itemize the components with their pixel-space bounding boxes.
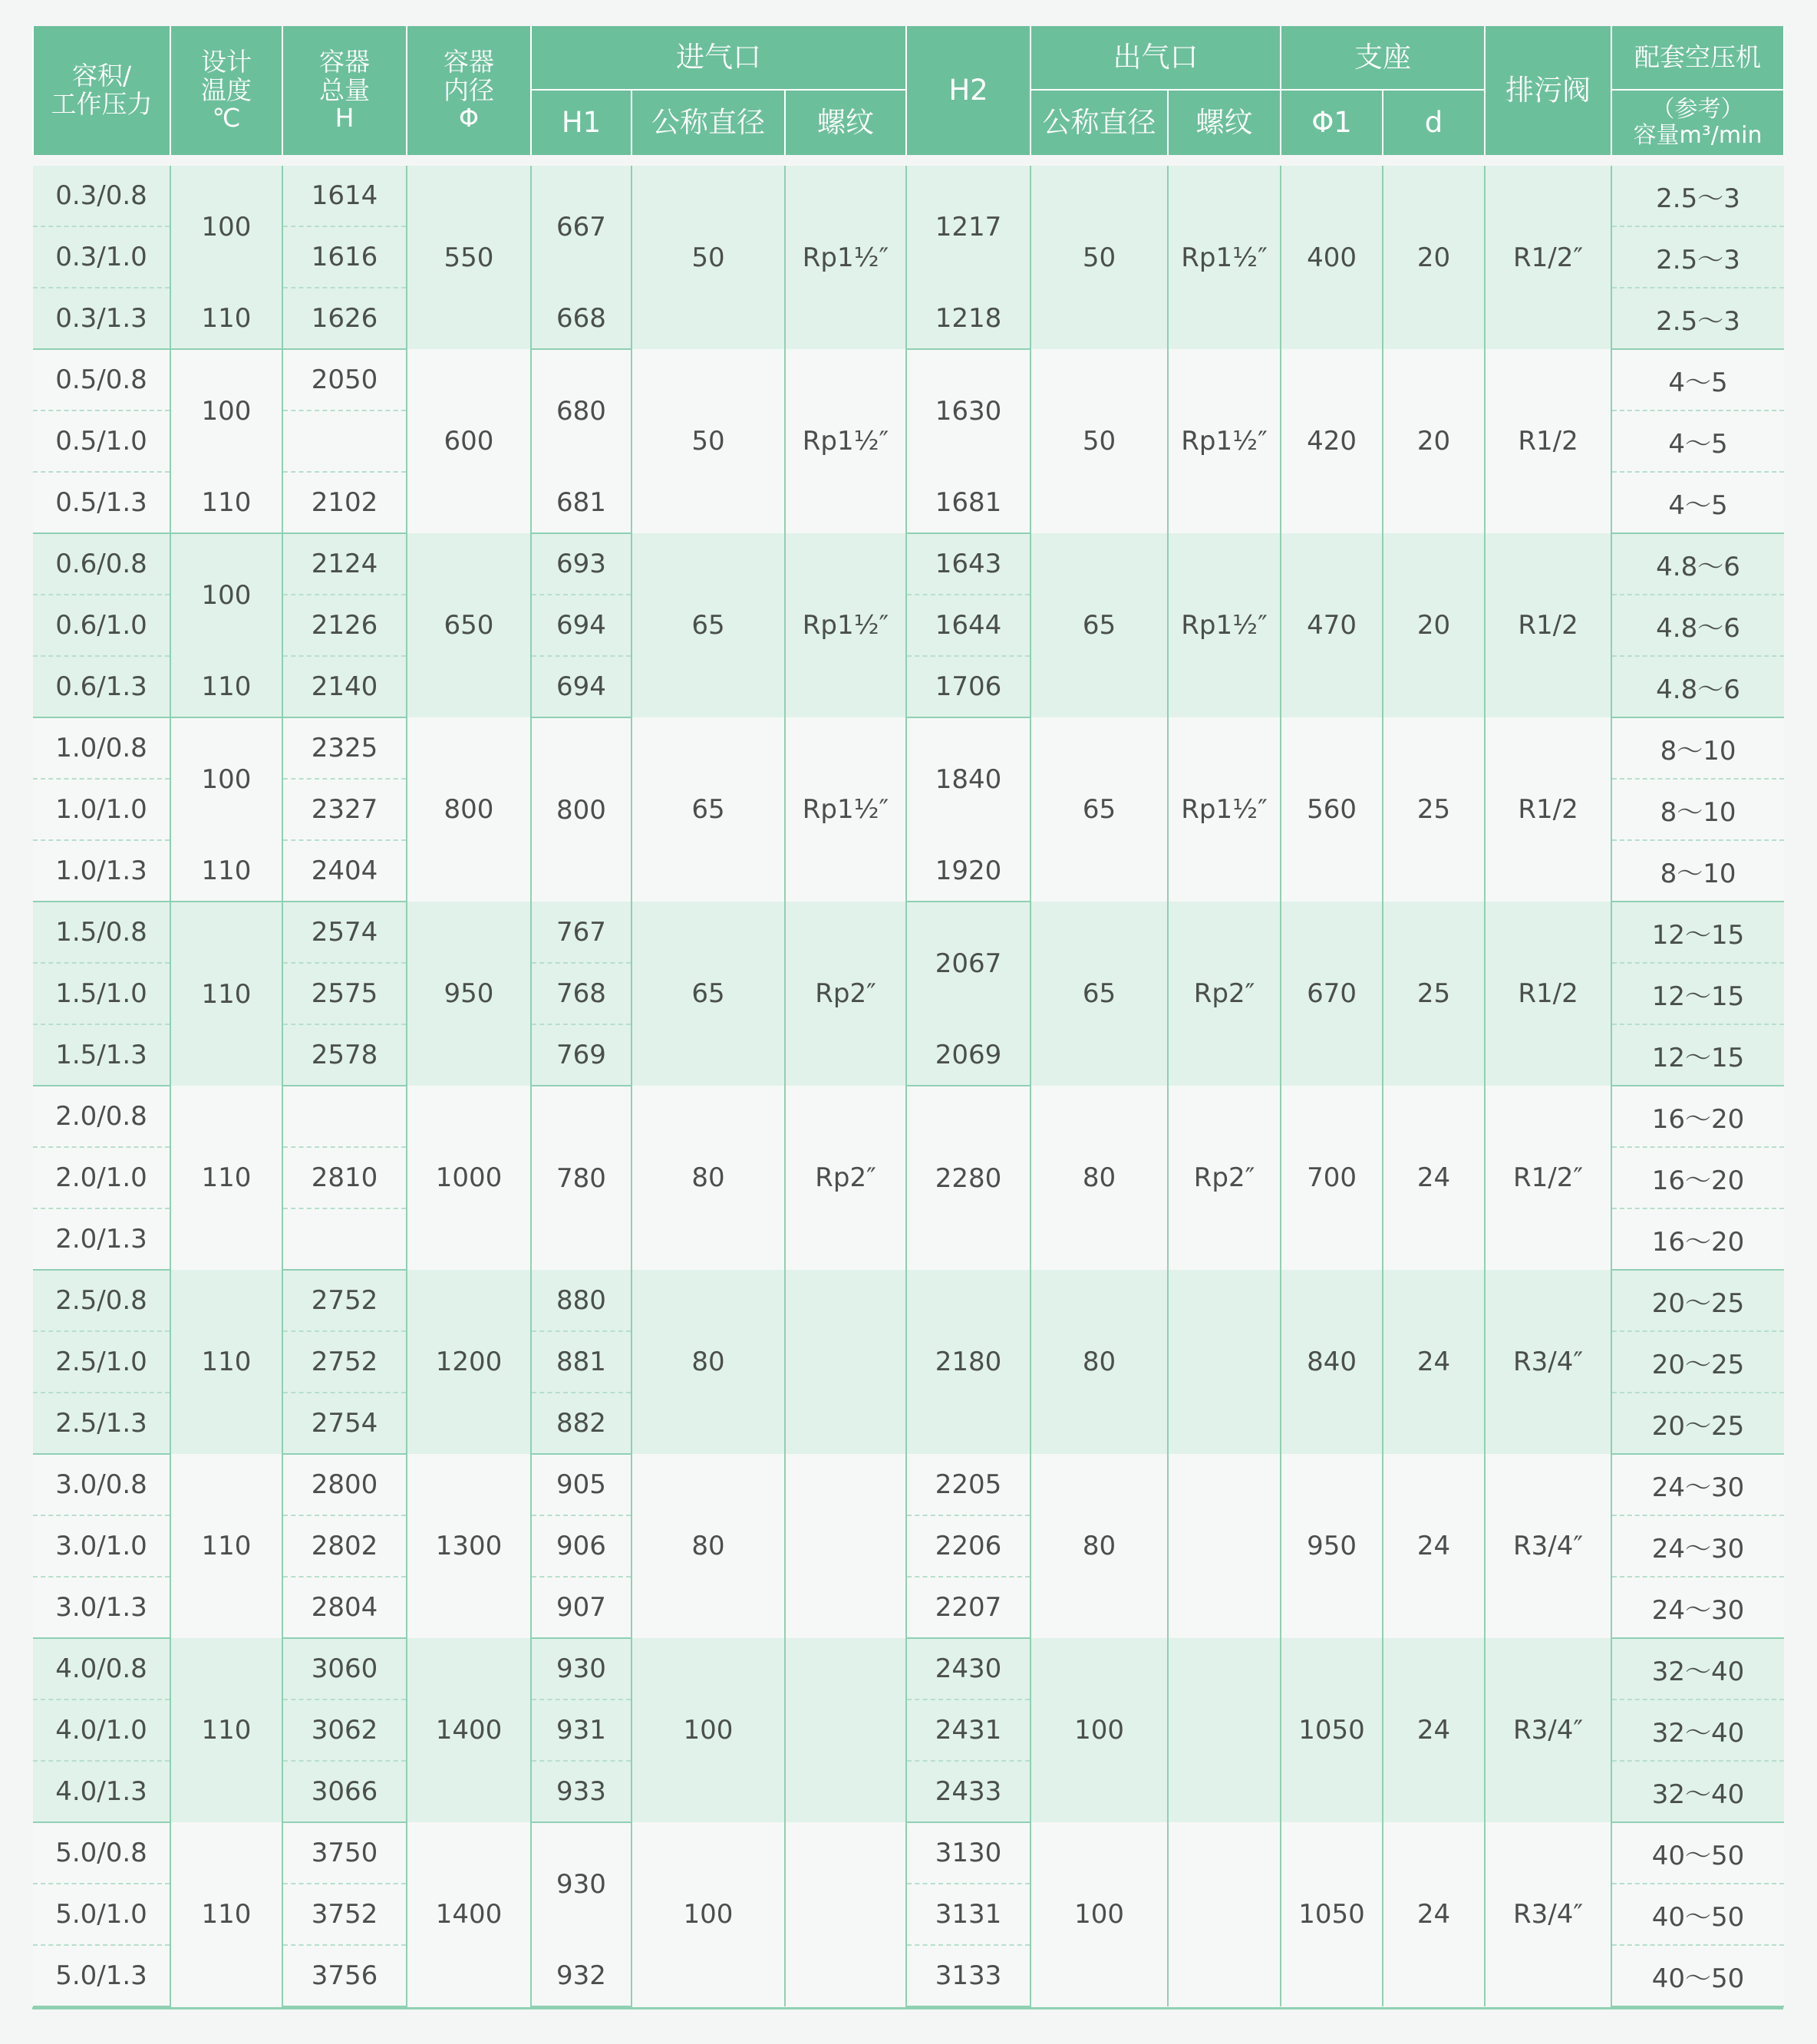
h1-cell: 931	[531, 1699, 631, 1761]
support-phi1-cell: 950	[1281, 1454, 1383, 1638]
inlet-nominal-diameter-cell: 65	[631, 902, 785, 1086]
design-temp-cell: 100	[170, 533, 282, 656]
header-inlet: 进气口	[531, 26, 906, 90]
h1-cell: 932	[531, 1945, 631, 2006]
design-temp-cell: 110	[170, 1454, 282, 1638]
header-phi1: Φ1	[1281, 90, 1383, 155]
support-d-cell: 24	[1383, 1638, 1485, 1822]
inlet-thread-cell: Rp1½″	[785, 349, 906, 533]
drain-valve-cell: R1/2	[1485, 533, 1611, 717]
table-row	[33, 1270, 1784, 1331]
inlet-nominal-diameter-cell: 65	[631, 533, 785, 717]
h1-cell: 767	[531, 902, 631, 963]
h2-cell: 1644	[906, 595, 1031, 656]
total-height-cell: 2754	[282, 1393, 407, 1454]
support-phi1-cell: 420	[1281, 349, 1383, 533]
total-height-cell: 2752	[282, 1270, 407, 1331]
support-phi1-cell: 840	[1281, 1270, 1383, 1454]
h2-cell: 2069	[906, 1024, 1031, 1086]
volume-pressure-cell: 0.6/1.0	[33, 595, 170, 656]
design-temp-cell: 100	[170, 349, 282, 472]
support-d-cell: 20	[1383, 349, 1485, 533]
table-row	[33, 717, 1784, 779]
table-row	[33, 349, 1784, 410]
support-phi1-cell: 470	[1281, 533, 1383, 717]
h1-cell: 933	[531, 1761, 631, 1822]
volume-pressure-cell: 1.5/0.8	[33, 902, 170, 963]
inlet-thread-cell: Rp1½″	[785, 717, 906, 902]
total-height-cell: 2578	[282, 1024, 407, 1086]
total-height-cell: 2804	[282, 1577, 407, 1638]
total-height-cell: 2050	[282, 349, 407, 410]
table-header	[33, 26, 1784, 166]
compressor-capacity-cell: 40～50	[1611, 1822, 1784, 1884]
compressor-capacity-cell: 24～30	[1611, 1454, 1784, 1515]
support-phi1-cell: 400	[1281, 166, 1383, 349]
outlet-nominal-diameter-cell: 65	[1031, 717, 1168, 902]
compressor-capacity-cell: 12～15	[1611, 902, 1784, 963]
inner-diameter-cell: 1400	[407, 1822, 531, 2006]
header-d: d	[1383, 90, 1485, 155]
compressor-capacity-cell: 8～10	[1611, 779, 1784, 840]
design-temp-cell: 110	[170, 1638, 282, 1822]
volume-pressure-cell: 1.5/1.0	[33, 963, 170, 1024]
header-drain-valve: 排污阀	[1485, 26, 1611, 155]
compressor-capacity-cell: 16～20	[1611, 1208, 1784, 1270]
design-temp-cell: 110	[170, 902, 282, 1086]
header-inner-diameter: 容器 内径 Φ	[407, 26, 531, 155]
inner-diameter-cell: 950	[407, 902, 531, 1086]
total-height-cell: 2574	[282, 902, 407, 963]
total-height-cell: 2325	[282, 717, 407, 779]
table-row	[33, 1638, 1784, 1699]
table-row	[33, 1086, 1784, 1147]
design-temp-cell: 110	[170, 1822, 282, 2006]
inlet-thread-cell: Rp1½″	[785, 166, 906, 349]
volume-pressure-cell: 2.5/0.8	[33, 1270, 170, 1331]
outlet-thread-cell	[1168, 1454, 1281, 1638]
h1-cell: 693	[531, 533, 631, 595]
volume-pressure-cell: 1.5/1.3	[33, 1024, 170, 1086]
drain-valve-cell: R3/4″	[1485, 1638, 1611, 1822]
h2-cell: 2207	[906, 1577, 1031, 1638]
compressor-capacity-cell: 4.8～6	[1611, 533, 1784, 595]
h1-cell: 800	[531, 717, 631, 902]
header-h2: H2	[906, 26, 1031, 155]
total-height-cell: 2752	[282, 1331, 407, 1393]
volume-pressure-cell: 4.0/1.3	[33, 1761, 170, 1822]
support-d-cell: 24	[1383, 1270, 1485, 1454]
volume-pressure-cell: 0.5/0.8	[33, 349, 170, 410]
compressor-capacity-cell: 40～50	[1611, 1884, 1784, 1945]
inner-diameter-cell: 650	[407, 533, 531, 717]
compressor-capacity-cell: 40～50	[1611, 1945, 1784, 2006]
h1-cell: 680	[531, 349, 631, 472]
h2-cell: 2431	[906, 1699, 1031, 1761]
outlet-nominal-diameter-cell: 80	[1031, 1086, 1168, 1270]
table-row	[33, 166, 1784, 226]
h2-cell: 1840	[906, 717, 1031, 840]
h2-cell: 2180	[906, 1270, 1031, 1454]
volume-pressure-cell: 1.0/0.8	[33, 717, 170, 779]
compressor-capacity-cell: 4～5	[1611, 349, 1784, 410]
h2-cell: 2280	[906, 1086, 1031, 1270]
total-height-cell	[282, 410, 407, 472]
h2-cell: 1920	[906, 840, 1031, 902]
h1-cell: 694	[531, 595, 631, 656]
header-outlet-thread: 螺纹	[1168, 90, 1281, 155]
h1-cell: 930	[531, 1638, 631, 1699]
total-height-cell: 2404	[282, 840, 407, 902]
volume-pressure-cell: 5.0/1.3	[33, 1945, 170, 2006]
h2-cell: 2430	[906, 1638, 1031, 1699]
h2-cell: 1630	[906, 349, 1031, 472]
design-temp-cell: 110	[170, 288, 282, 349]
total-height-cell: 2800	[282, 1454, 407, 1515]
h2-cell: 2433	[906, 1761, 1031, 1822]
support-phi1-cell: 1050	[1281, 1822, 1383, 2006]
inlet-thread-cell: Rp1½″	[785, 533, 906, 717]
compressor-capacity-cell: 12～15	[1611, 963, 1784, 1024]
drain-valve-cell: R1/2	[1485, 349, 1611, 533]
total-height-cell: 2327	[282, 779, 407, 840]
design-temp-cell: 110	[170, 840, 282, 902]
header-total-height: 容器 总量 H	[282, 26, 407, 155]
header-h1: H1	[531, 90, 631, 155]
drain-valve-cell: R1/2	[1485, 717, 1611, 902]
h1-cell: 880	[531, 1270, 631, 1331]
drain-valve-cell: R1/2″	[1485, 166, 1611, 349]
total-height-cell: 3060	[282, 1638, 407, 1699]
h2-cell: 1706	[906, 656, 1031, 717]
compressor-capacity-cell: 12～15	[1611, 1024, 1784, 1086]
inlet-thread-cell: Rp2″	[785, 1086, 906, 1270]
h1-cell: 668	[531, 288, 631, 349]
outlet-nominal-diameter-cell: 100	[1031, 1638, 1168, 1822]
support-d-cell: 25	[1383, 902, 1485, 1086]
compressor-capacity-cell: 24～30	[1611, 1515, 1784, 1577]
volume-pressure-cell: 2.0/1.3	[33, 1208, 170, 1270]
volume-pressure-cell: 2.0/0.8	[33, 1086, 170, 1147]
volume-pressure-cell: 0.3/1.0	[33, 226, 170, 288]
h1-cell: 905	[531, 1454, 631, 1515]
volume-pressure-cell: 0.3/1.3	[33, 288, 170, 349]
compressor-capacity-cell: 8～10	[1611, 840, 1784, 902]
total-height-cell: 2102	[282, 472, 407, 533]
header-compressor-capacity: （参考） 容量m³/min	[1611, 90, 1784, 155]
inlet-thread-cell	[785, 1454, 906, 1638]
inlet-nominal-diameter-cell: 65	[631, 717, 785, 902]
volume-pressure-cell: 5.0/1.0	[33, 1884, 170, 1945]
inner-diameter-cell: 1400	[407, 1638, 531, 1822]
header-inlet-nominal-diameter: 公称直径	[631, 90, 785, 155]
header-design-temp: 设计 温度 ℃	[170, 26, 282, 155]
compressor-capacity-cell: 20～25	[1611, 1393, 1784, 1454]
design-temp-cell: 110	[170, 1086, 282, 1270]
h1-cell: 694	[531, 656, 631, 717]
drain-valve-cell: R1/2	[1485, 902, 1611, 1086]
inlet-nominal-diameter-cell: 100	[631, 1822, 785, 2006]
drain-valve-cell: R3/4″	[1485, 1454, 1611, 1638]
design-temp-cell: 110	[170, 1270, 282, 1454]
total-height-cell: 1626	[282, 288, 407, 349]
outlet-thread-cell	[1168, 1638, 1281, 1822]
inlet-nominal-diameter-cell: 80	[631, 1086, 785, 1270]
volume-pressure-cell: 2.5/1.3	[33, 1393, 170, 1454]
header-outlet: 出气口	[1031, 26, 1281, 90]
inner-diameter-cell: 550	[407, 166, 531, 349]
total-height-cell: 2810	[282, 1147, 407, 1208]
design-temp-cell: 110	[170, 656, 282, 717]
volume-pressure-cell: 0.5/1.3	[33, 472, 170, 533]
design-temp-cell: 100	[170, 717, 282, 840]
volume-pressure-cell: 3.0/1.3	[33, 1577, 170, 1638]
volume-pressure-cell: 0.3/0.8	[33, 166, 170, 226]
h1-cell: 780	[531, 1086, 631, 1270]
h1-cell: 882	[531, 1393, 631, 1454]
outlet-nominal-diameter-cell: 65	[1031, 902, 1168, 1086]
table-row	[33, 533, 1784, 595]
compressor-capacity-cell: 8～10	[1611, 717, 1784, 779]
total-height-cell: 2124	[282, 533, 407, 595]
support-phi1-cell: 670	[1281, 902, 1383, 1086]
total-height-cell: 1614	[282, 166, 407, 226]
table-row	[33, 902, 1784, 963]
compressor-capacity-cell: 24～30	[1611, 1577, 1784, 1638]
h2-cell: 1218	[906, 288, 1031, 349]
compressor-capacity-cell: 32～40	[1611, 1761, 1784, 1822]
spec-table	[32, 26, 1785, 2007]
table-body	[33, 166, 1784, 2006]
h2-cell: 1217	[906, 166, 1031, 288]
outlet-thread-cell	[1168, 1270, 1281, 1454]
compressor-capacity-cell: 20～25	[1611, 1270, 1784, 1331]
h2-cell: 1643	[906, 533, 1031, 595]
h1-cell: 768	[531, 963, 631, 1024]
inlet-nominal-diameter-cell: 80	[631, 1270, 785, 1454]
h1-cell: 681	[531, 472, 631, 533]
volume-pressure-cell: 0.5/1.0	[33, 410, 170, 472]
h2-cell: 3131	[906, 1884, 1031, 1945]
volume-pressure-cell: 2.0/1.0	[33, 1147, 170, 1208]
total-height-cell: 3066	[282, 1761, 407, 1822]
h1-cell: 907	[531, 1577, 631, 1638]
h2-cell: 3133	[906, 1945, 1031, 2006]
total-height-cell: 2126	[282, 595, 407, 656]
outlet-thread-cell: Rp2″	[1168, 1086, 1281, 1270]
total-height-cell: 3750	[282, 1822, 407, 1884]
volume-pressure-cell: 4.0/1.0	[33, 1699, 170, 1761]
total-height-cell: 3752	[282, 1884, 407, 1945]
inner-diameter-cell: 1000	[407, 1086, 531, 1270]
inlet-nominal-diameter-cell: 50	[631, 166, 785, 349]
inlet-thread-cell	[785, 1638, 906, 1822]
outlet-thread-cell	[1168, 1822, 1281, 2006]
inlet-thread-cell	[785, 1822, 906, 2006]
compressor-capacity-cell: 4～5	[1611, 472, 1784, 533]
support-d-cell: 20	[1383, 533, 1485, 717]
h2-cell: 2067	[906, 902, 1031, 1024]
drain-valve-cell: R3/4″	[1485, 1822, 1611, 2006]
h2-cell: 3130	[906, 1822, 1031, 1884]
inlet-thread-cell: Rp2″	[785, 902, 906, 1086]
compressor-capacity-cell: 20～25	[1611, 1331, 1784, 1393]
compressor-capacity-cell: 2.5～3	[1611, 166, 1784, 226]
compressor-capacity-cell: 4.8～6	[1611, 595, 1784, 656]
table-row	[33, 1822, 1784, 1884]
total-height-cell	[282, 1208, 407, 1270]
h2-cell: 1681	[906, 472, 1031, 533]
h1-cell: 930	[531, 1822, 631, 1945]
outlet-nominal-diameter-cell: 80	[1031, 1454, 1168, 1638]
total-height-cell: 1616	[282, 226, 407, 288]
outlet-thread-cell: Rp1½″	[1168, 349, 1281, 533]
total-height-cell: 3756	[282, 1945, 407, 2006]
support-phi1-cell: 560	[1281, 717, 1383, 902]
outlet-thread-cell: Rp2″	[1168, 902, 1281, 1086]
inner-diameter-cell: 600	[407, 349, 531, 533]
design-temp-cell: 100	[170, 166, 282, 288]
inlet-nominal-diameter-cell: 50	[631, 349, 785, 533]
compressor-capacity-cell: 16～20	[1611, 1147, 1784, 1208]
support-d-cell: 20	[1383, 166, 1485, 349]
outlet-thread-cell: Rp1½″	[1168, 533, 1281, 717]
compressor-capacity-cell: 4.8～6	[1611, 656, 1784, 717]
support-d-cell: 25	[1383, 717, 1485, 902]
volume-pressure-cell: 3.0/0.8	[33, 1454, 170, 1515]
support-phi1-cell: 700	[1281, 1086, 1383, 1270]
spec-sheet	[32, 26, 1783, 1994]
support-d-cell: 24	[1383, 1822, 1485, 2006]
support-d-cell: 24	[1383, 1454, 1485, 1638]
outlet-thread-cell: Rp1½″	[1168, 166, 1281, 349]
volume-pressure-cell: 2.5/1.0	[33, 1331, 170, 1393]
h1-cell: 667	[531, 166, 631, 288]
outlet-thread-cell: Rp1½″	[1168, 717, 1281, 902]
volume-pressure-cell: 5.0/0.8	[33, 1822, 170, 1884]
volume-pressure-cell: 1.0/1.3	[33, 840, 170, 902]
compressor-capacity-cell: 2.5～3	[1611, 226, 1784, 288]
drain-valve-cell: R1/2″	[1485, 1086, 1611, 1270]
total-height-cell: 3062	[282, 1699, 407, 1761]
h1-cell: 881	[531, 1331, 631, 1393]
volume-pressure-cell: 4.0/0.8	[33, 1638, 170, 1699]
outlet-nominal-diameter-cell: 80	[1031, 1270, 1168, 1454]
inlet-nominal-diameter-cell: 100	[631, 1638, 785, 1822]
h2-cell: 2206	[906, 1515, 1031, 1577]
inner-diameter-cell: 1200	[407, 1270, 531, 1454]
header-support: 支座	[1281, 26, 1485, 90]
inlet-nominal-diameter-cell: 80	[631, 1454, 785, 1638]
table-row	[33, 1454, 1784, 1515]
volume-pressure-cell: 3.0/1.0	[33, 1515, 170, 1577]
outlet-nominal-diameter-cell: 100	[1031, 1822, 1168, 2006]
compressor-capacity-cell: 32～40	[1611, 1699, 1784, 1761]
bottom-rule	[32, 2007, 1783, 2009]
compressor-capacity-cell: 32～40	[1611, 1638, 1784, 1699]
volume-pressure-cell: 0.6/1.3	[33, 656, 170, 717]
compressor-capacity-cell: 4～5	[1611, 410, 1784, 472]
outlet-nominal-diameter-cell: 65	[1031, 533, 1168, 717]
total-height-cell: 2802	[282, 1515, 407, 1577]
inner-diameter-cell: 1300	[407, 1454, 531, 1638]
h1-cell: 769	[531, 1024, 631, 1086]
header-outlet-nominal-diameter: 公称直径	[1031, 90, 1168, 155]
total-height-cell: 2140	[282, 656, 407, 717]
total-height-cell: 2575	[282, 963, 407, 1024]
compressor-capacity-cell: 16～20	[1611, 1086, 1784, 1147]
volume-pressure-cell: 0.6/0.8	[33, 533, 170, 595]
volume-pressure-cell: 1.0/1.0	[33, 779, 170, 840]
inlet-thread-cell	[785, 1270, 906, 1454]
header-compressor: 配套空压机	[1611, 26, 1784, 90]
drain-valve-cell: R3/4″	[1485, 1270, 1611, 1454]
compressor-capacity-cell: 2.5～3	[1611, 288, 1784, 349]
inner-diameter-cell: 800	[407, 717, 531, 902]
h1-cell: 906	[531, 1515, 631, 1577]
support-phi1-cell: 1050	[1281, 1638, 1383, 1822]
support-d-cell: 24	[1383, 1086, 1485, 1270]
design-temp-cell: 110	[170, 472, 282, 533]
total-height-cell	[282, 1086, 407, 1147]
outlet-nominal-diameter-cell: 50	[1031, 349, 1168, 533]
header-volume-pressure: 容积/ 工作压力	[33, 26, 170, 155]
h2-cell: 2205	[906, 1454, 1031, 1515]
header-inlet-thread: 螺纹	[785, 90, 906, 155]
outlet-nominal-diameter-cell: 50	[1031, 166, 1168, 349]
